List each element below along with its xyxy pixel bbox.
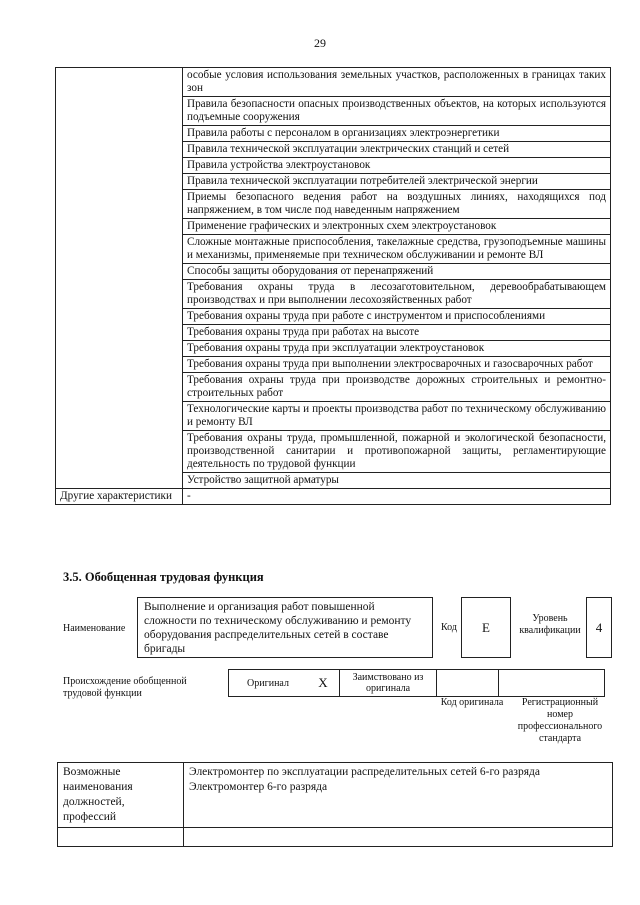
professions-values-spacer [184, 828, 613, 847]
original-mark: X [307, 670, 340, 697]
profession-item: Электромонтер по эксплуатации распределительных сетей 6-го разряда [189, 766, 540, 778]
requirement-item: Приемы безопасного ведения работ на воздушных линиях, находящихся под напряжением, в том числе под наведенным напряжением [183, 190, 611, 219]
requirement-item: Устройство защитной арматуры [183, 473, 611, 489]
requirement-item: Требования охраны труда при выполнении электросварочных и газосварочных работ [183, 357, 611, 373]
profession-item: Электромонтер 6-го разряда [189, 781, 328, 793]
requirement-item: Применение графических и электронных схем электроустановок [183, 219, 611, 235]
requirement-item: Требования охраны труда при работе с инструментом и приспособлениями [183, 309, 611, 325]
requirement-item: Технологические карты и проекты производства работ по техническому обслуживанию и ремонту ВЛ [183, 402, 611, 431]
requirement-item: Требования охраны труда при эксплуатации электроустановок [183, 341, 611, 357]
professions-label-spacer [58, 828, 184, 847]
reg-number-cell [499, 670, 605, 697]
requirement-item: особые условия использования земельных участков, расположенных в границах таких зон [183, 68, 611, 97]
original-label: Оригинал [229, 670, 308, 697]
professions-table [57, 762, 613, 847]
requirement-item: Требования охраны труда, промышленной, пожарной и экологической безопасности, производственной санитарии и противопожарной защиты, регламентирующие деятельность по трудовой функции [183, 431, 611, 473]
requirement-item: Сложные монтажные приспособления, такелажные средства, грузоподъемные машины и механизмы, применяемые при техническом обслуживании и ремонте ВЛ [183, 235, 611, 264]
requirement-item: Способы защиты оборудования от перенапряжений [183, 264, 611, 280]
page-number: 29 [314, 36, 326, 50]
requirement-item: Требования охраны труда при работах на высоте [183, 325, 611, 341]
reg-number-label: Регистрационный номер профессионального стандарта [517, 697, 603, 744]
origin-table [228, 669, 605, 697]
requirement-item: Правила безопасности опасных производственных объектов, на которых используются подъемные сооружения [183, 97, 611, 126]
professions-values [184, 763, 613, 828]
other-characteristics-label: Другие характеристики [56, 489, 183, 505]
requirements-label-cell [56, 68, 183, 489]
code-original-label: Код оригинала [440, 697, 504, 708]
requirements-table [55, 67, 611, 505]
origin-label: Происхождение обобщенной трудовой функции [63, 676, 187, 699]
function-code-value: E [461, 597, 511, 658]
requirement-item: Правила технической эксплуатации электрических станций и сетей [183, 142, 611, 158]
section-title: 3.5. Обобщенная трудовая функция [63, 570, 264, 584]
qualification-level-value: 4 [586, 597, 612, 658]
function-name-value: Выполнение и организация работ повышенной сложности по техническому обслуживанию и ремонту оборудования распределительных сетей в составе бригады [137, 597, 433, 658]
other-characteristics-row [56, 489, 611, 505]
requirement-item: Правила работы с персоналом в организациях электроэнергетики [183, 126, 611, 142]
qualification-level-label: Уровень квалификации [519, 613, 581, 636]
requirement-item: Требования охраны труда в лесозаготовительном, деревообрабатывающем производствах и при выполнении лесохозяйственных работ [183, 280, 611, 309]
other-characteristics-value: - [183, 489, 611, 505]
requirement-row [56, 68, 611, 97]
name-label: Наименование [63, 623, 126, 634]
requirement-item: Требования охраны труда при производстве дорожных строительных и ремонтно-строительных работ [183, 373, 611, 402]
requirement-item: Правила технической эксплуатации потребителей электрической энергии [183, 174, 611, 190]
requirement-item: Правила устройства электроустановок [183, 158, 611, 174]
code-label: Код [441, 622, 457, 633]
professions-label: Возможные наименования должностей, профессий [58, 763, 184, 828]
borrowed-label: Заимствовано из оригинала [340, 670, 437, 697]
code-original-cell [437, 670, 499, 697]
